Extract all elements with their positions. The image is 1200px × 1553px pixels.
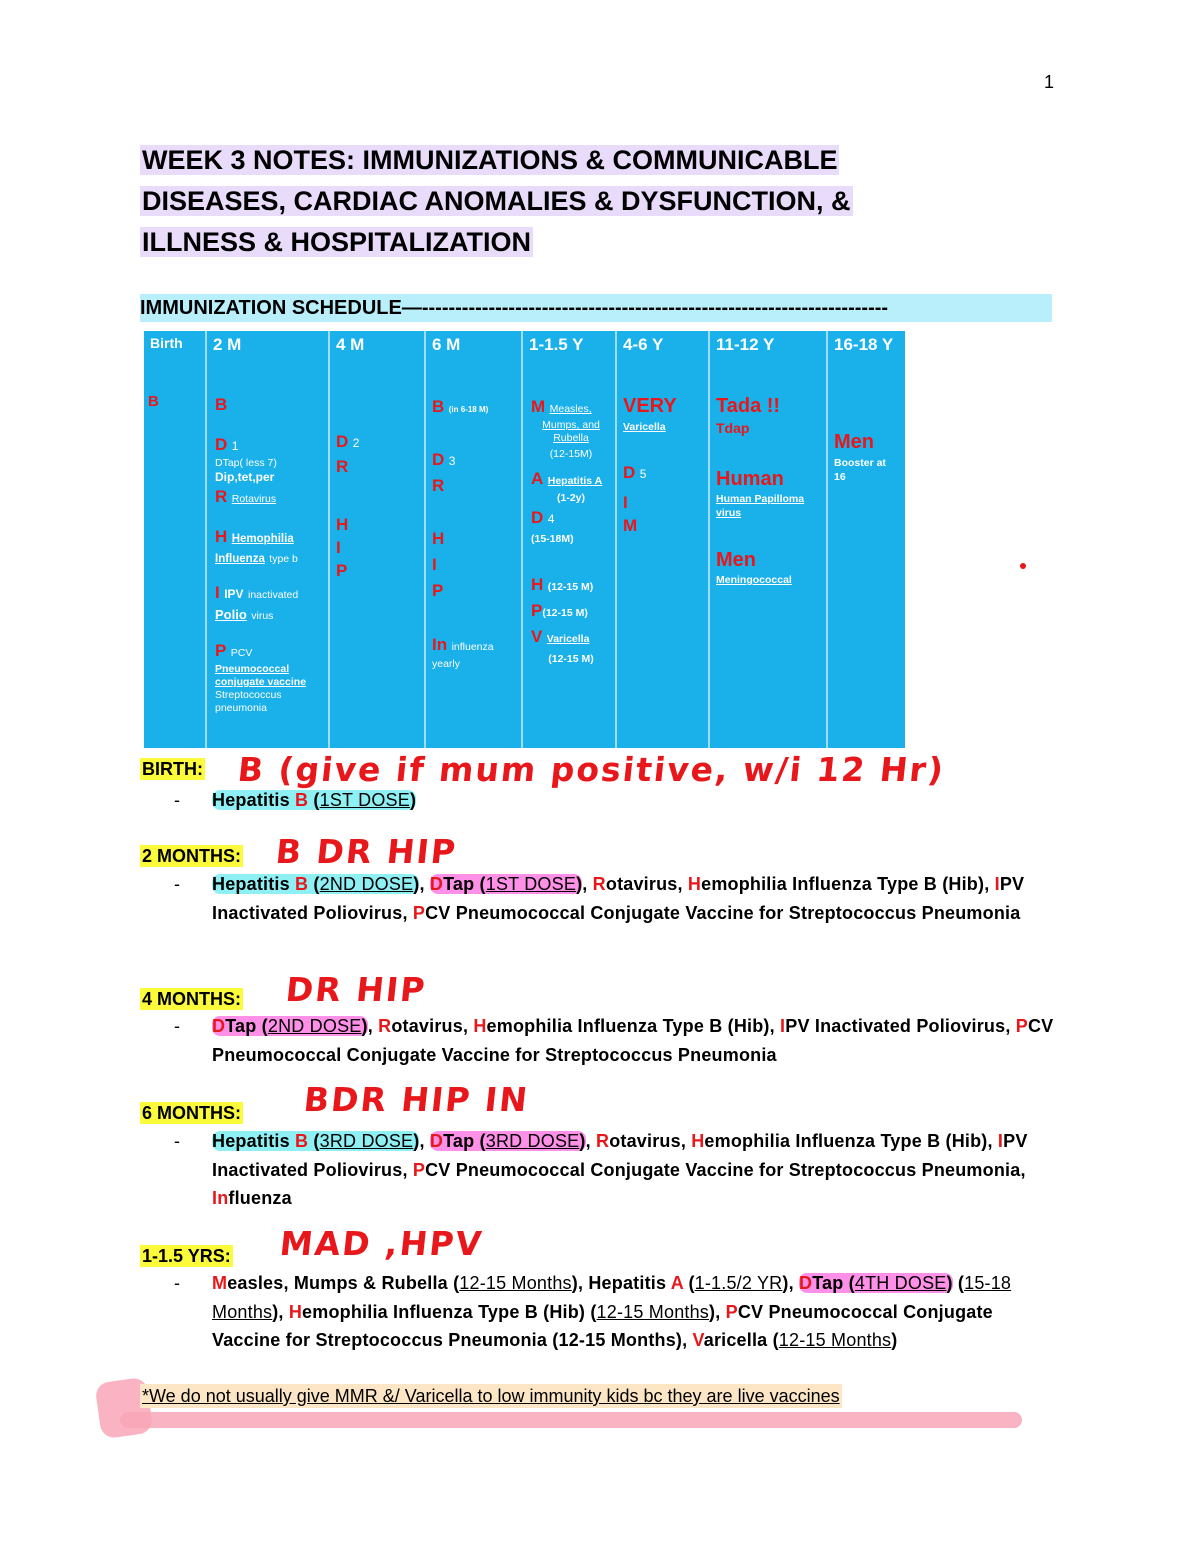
column-header: 4-6 Y (623, 335, 664, 354)
title-line: WEEK 3 NOTES: IMMUNIZATIONS & COMMUNICABLE (142, 145, 838, 175)
booster-age: 16 (834, 471, 846, 483)
section-label-6-months: 6 MONTHS: (142, 1103, 241, 1123)
red-dot (1020, 563, 1026, 569)
pcv: P(12-15 M) (531, 601, 588, 620)
bullet-dash: - (174, 1016, 180, 1036)
polio-virus: Polio virus (215, 607, 274, 622)
varicella: V Varicella (531, 627, 590, 646)
column-header: 16-18 Y (834, 335, 894, 354)
column-1-1.5-years (521, 331, 617, 748)
conjugate-vaccine: conjugate vaccine (215, 676, 307, 688)
schedule-heading: IMMUNIZATION SCHEDULE—---------------------------------------------------------------------- (140, 294, 1052, 322)
varicella: Varicella (623, 421, 666, 433)
document-title (140, 140, 1020, 263)
men-booster: Men (834, 431, 874, 453)
column-header: 2 M (213, 335, 242, 354)
handwritten-2-months: B DR HIP (273, 832, 460, 871)
dtap-age: (15-18M) (531, 533, 574, 545)
hepatitis-b: B (in 6-18 M) (432, 397, 489, 416)
dtap-dose: D 5 (623, 463, 647, 482)
dip-tet-per: Dip,tet,per (215, 470, 275, 484)
column-4-6-years (615, 331, 710, 748)
hepatitis-a-age: (1-2y) (556, 492, 585, 504)
dtap-note: DTap( less 7) (215, 457, 277, 469)
hemophilia: H Hemophilia (215, 527, 294, 546)
handwritten-4-months: DR HIP (283, 970, 429, 1009)
bullet-dash: - (174, 874, 180, 894)
footnote: *We do not usually give MMR &/ Varicella to low immunity kids bc they are live vaccines (142, 1386, 840, 1406)
streptococcus: Streptococcus (215, 689, 282, 701)
dtap-dose: D 1 (215, 435, 239, 454)
page-number: 1 (1044, 72, 1055, 92)
section-label-birth: BIRTH: (142, 759, 203, 779)
booster-at: Booster at (834, 457, 886, 469)
very-mnemonic: VERY (623, 395, 677, 417)
letter-i: I (623, 493, 628, 512)
handwritten-1-1.5-years: MAD ,HPV (277, 1224, 486, 1263)
letter-r: R (432, 476, 445, 495)
bullet-dash: - (174, 790, 180, 810)
title-line: DISEASES, CARDIAC ANOMALIES & DYSFUNCTION, & (142, 186, 851, 216)
section-label-2-months: 2 MONTHS: (142, 846, 241, 866)
column-header: 11-12 Y (716, 335, 775, 354)
varicella-age: (12-15 M) (548, 653, 594, 665)
column-header: 6 M (432, 335, 461, 354)
birth-vaccines: Hepatitis B (1ST DOSE) (212, 790, 417, 810)
column-11-12-years (708, 331, 828, 748)
letter-h: H (432, 529, 445, 548)
dtap-dose: D 2 (336, 432, 360, 451)
men-mnemonic: Men (716, 549, 756, 571)
column-header: 4 M (336, 335, 365, 354)
section-label-1-1.5-years: 1-1.5 YRS: (142, 1246, 231, 1266)
section-label-4-months: 4 MONTHS: (142, 989, 241, 1009)
column-16-18-years (826, 331, 907, 748)
rubella: Rubella (553, 432, 589, 444)
6-month-vaccines: Hepatitis B (3RD DOSE), DTap (3RD DOSE), Rotavirus, Hemophilia Influenza Type B (Hib), IPV Inactivated Poliovirus, PCV Pneumococcal Conjugate Vaccine for Streptococcus Pneumonia, Influenza (212, 1131, 1028, 1208)
letter-p: P (432, 581, 444, 600)
bullet-dash: - (174, 1131, 180, 1151)
column-4-months (328, 331, 426, 748)
hib: H (12-15 M) (531, 575, 594, 594)
1-year-vaccines: Measles, Mumps & Rubella (12-15 Months), Hepatitis A (1-1.5/2 YR), DTap (4TH DOSE) (15-18 Months), Hemophilia Influenza Type B (Hib) (12-15 Months), PCV Pneumococcal Conjugate Vaccine for Streptococcus Pneumonia (12-15 Months), Varicella (12-15 Months) (212, 1273, 1012, 1350)
human-mnemonic: Human (716, 468, 784, 490)
letter-m: M (623, 516, 638, 535)
rotavirus: R Rotavirus (215, 487, 277, 506)
human-papilloma: Human Papilloma (716, 493, 805, 505)
pneumonia: pneumonia (215, 702, 267, 714)
handwritten-birth: B (give if mum positive, w/i 12 Hr) (235, 750, 947, 789)
dtap-dose: D 4 (531, 508, 555, 527)
dtap-dose: D 3 (432, 450, 456, 469)
influenza-type-b: Influenza type b (215, 553, 298, 565)
immunization-schedule-chart (144, 331, 905, 748)
human-papilloma-virus: virus (716, 507, 742, 519)
column-6-months (424, 331, 523, 748)
yearly: yearly (432, 658, 461, 670)
ipv: I IPV inactivated (215, 583, 299, 602)
column-2-months (205, 331, 330, 748)
column-header: Birth (150, 335, 183, 351)
hepatitis-b-letter: B (148, 393, 159, 410)
pneumococcal: Pneumococcal (215, 663, 290, 675)
highlighter-stroke (120, 1412, 1022, 1428)
letter-h: H (336, 515, 349, 534)
hepatitis-a: A Hepatitis A (531, 469, 603, 488)
4-month-vaccines: DTap (2ND DOSE), Rotavirus, Hemophilia Influenza Type B (Hib), IPV Inactivated Poliovirus, PCV Pneumococcal Conjugate Vaccine for Streptococcus Pneumonia (212, 1016, 1054, 1065)
tada-mnemonic: Tada !! (716, 395, 781, 417)
mumps: Mumps, and (542, 419, 600, 431)
handwritten-6-months: BDR HIP IN (301, 1080, 531, 1119)
column-birth (144, 331, 205, 748)
2-month-vaccines: Hepatitis B (2ND DOSE), DTap (1ST DOSE), Rotavirus, Hemophilia Influenza Type B (Hib), IPV Inactivated Poliovirus, PCV Pneumococcal Conjugate Vaccine for Streptococcus Pneumonia (212, 874, 1025, 923)
letter-i: I (432, 555, 437, 574)
tdap: Tdap (716, 420, 750, 436)
letter-p: P (336, 561, 348, 580)
meningococcal: Meningococcal (716, 574, 792, 586)
column-header: 1-1.5 Y (529, 335, 584, 354)
pcv: P PCV (215, 641, 253, 660)
letter-i: I (336, 538, 341, 557)
measles-age: (12-15M) (549, 448, 593, 460)
measles: M Measles, (531, 397, 592, 416)
title-line: ILLNESS & HOSPITALIZATION (142, 227, 531, 257)
letter-r: R (336, 457, 349, 476)
influenza: In influenza (432, 635, 494, 654)
letter-b: B (215, 395, 228, 414)
bullet-dash: - (174, 1273, 180, 1293)
